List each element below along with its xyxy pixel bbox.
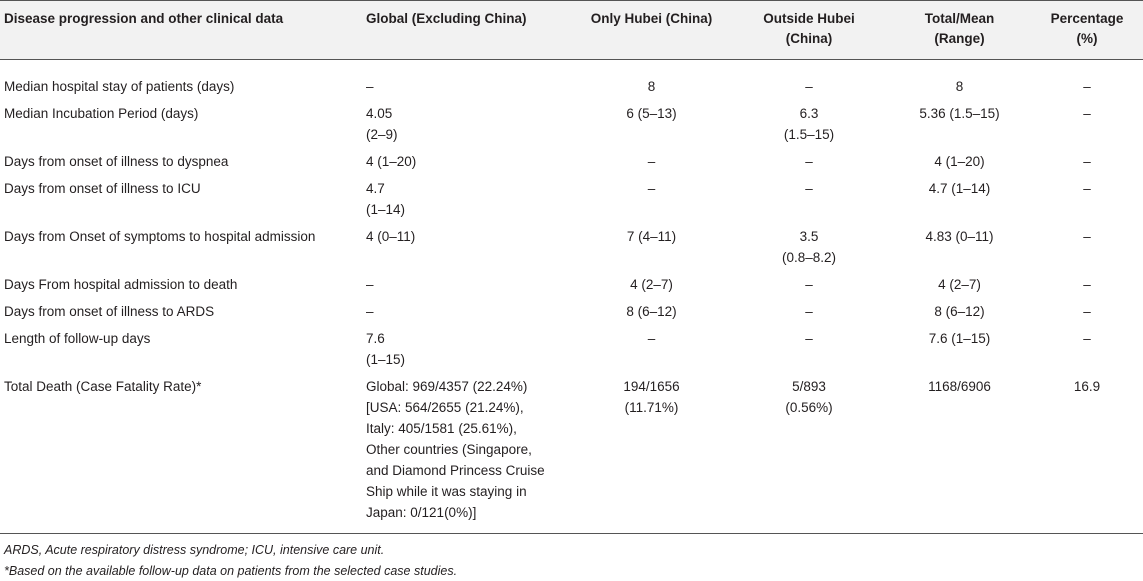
column-header: Percentage (%) (1050, 11, 1124, 46)
table-cell: – (366, 79, 374, 94)
table-cell: – (1083, 154, 1091, 169)
table-cell: 4 (1–20) (934, 154, 985, 169)
table-cell: – (805, 331, 813, 346)
footnote-asterisk: *Based on the available follow-up data on patients from the selected case studies. (4, 564, 458, 578)
table-row (0, 60, 1143, 104)
table-cell: 16.9 (1073, 379, 1101, 394)
table-row (0, 103, 1143, 151)
table-cell: Median hospital stay of patients (days) (4, 79, 235, 94)
table-header-row (0, 1, 1143, 60)
table-cell: 7.6 (1–15) (366, 331, 406, 367)
table-cell: – (647, 154, 656, 169)
column-header: Outside Hubei (China) (763, 11, 855, 46)
table-cell: – (1083, 181, 1091, 196)
table-cell: Days from onset of illness to ICU (4, 181, 201, 196)
table-row (0, 328, 1143, 376)
table-cell: 4.7 (1–14) (928, 181, 991, 196)
table-cell: – (805, 304, 813, 319)
table-cell: 8 (647, 79, 656, 94)
table-cell: – (1083, 304, 1091, 319)
table-cell: 4 (2–7) (938, 277, 981, 292)
table-cell: Global: 969/4357 (22.24%) [USA: 564/2655 (21.24%), Italy: 405/1581 (25.61%), Other countries (Singapore, and Diamond Princess Cruise Ship while it was staying in Japan: 0/121(0%)] (366, 379, 545, 520)
table-row (0, 376, 1143, 534)
table-cell: 5/893 (0.56%) (785, 379, 833, 415)
footnote-abbreviations: ARDS, Acute respiratory distress syndrome; ICU, intensive care unit. (4, 543, 385, 557)
table-cell: Days from onset of illness to ARDS (4, 304, 215, 319)
table-cell: – (366, 304, 374, 319)
table-cell: 4 (2–7) (630, 277, 673, 292)
table-cell: 6.3 (1.5–15) (783, 106, 835, 142)
table-row (0, 226, 1143, 274)
table-cell: Total Death (Case Fatality Rate)* (4, 379, 202, 394)
table-cell: Length of follow-up days (4, 331, 151, 346)
table-cell: 7 (4–11) (626, 229, 677, 244)
table-cell: 194/1656 (11.71%) (623, 379, 680, 415)
column-header: Global (Excluding China) (366, 11, 527, 26)
table-cell: Days From hospital admission to death (4, 277, 238, 292)
table-cell: – (366, 277, 374, 292)
table-cell: 8 (6–12) (626, 304, 677, 319)
table-cell: 4 (0–11) (366, 229, 416, 244)
table-cell: 5.36 (1.5–15) (919, 106, 1000, 121)
table-cell: 7.6 (1–15) (928, 331, 991, 346)
table-cell: 8 (955, 79, 964, 94)
table-cell: – (805, 277, 813, 292)
table-cell: – (1083, 79, 1091, 94)
column-header: Disease progression and other clinical data (4, 11, 284, 26)
table-cell: – (1083, 277, 1091, 292)
table-cell: – (805, 181, 813, 196)
table-cell: 4.7 (1–14) (366, 181, 406, 217)
table-cell: Days from Onset of symptoms to hospital admission (4, 229, 316, 244)
table-cell: – (805, 154, 813, 169)
table-cell: 8 (6–12) (934, 304, 985, 319)
table-cell: 4.83 (0–11) (925, 229, 994, 244)
table-cell: – (647, 181, 656, 196)
table-cell: – (647, 331, 656, 346)
table-row (0, 151, 1143, 178)
table-row (0, 274, 1143, 301)
table-cell: 3.5 (0.8–8.2) (781, 229, 837, 265)
table-cell: 1168/6906 (928, 379, 991, 394)
table-cell: Days from onset of illness to dyspnea (4, 154, 229, 169)
table-row (0, 301, 1143, 328)
table-cell: – (805, 79, 813, 94)
table-cell: 6 (5–13) (626, 106, 677, 121)
column-header: Total/Mean (Range) (924, 11, 995, 46)
table-cell: – (1083, 106, 1091, 121)
table-cell: 4 (1–20) (366, 154, 417, 169)
table-cell: – (1083, 229, 1091, 244)
table-cell: Median Incubation Period (days) (4, 106, 199, 121)
table-row (0, 178, 1143, 226)
table-cell: – (1083, 331, 1091, 346)
table-cell: 4.05 (2–9) (366, 106, 398, 142)
column-header: Only Hubei (China) (590, 11, 713, 26)
